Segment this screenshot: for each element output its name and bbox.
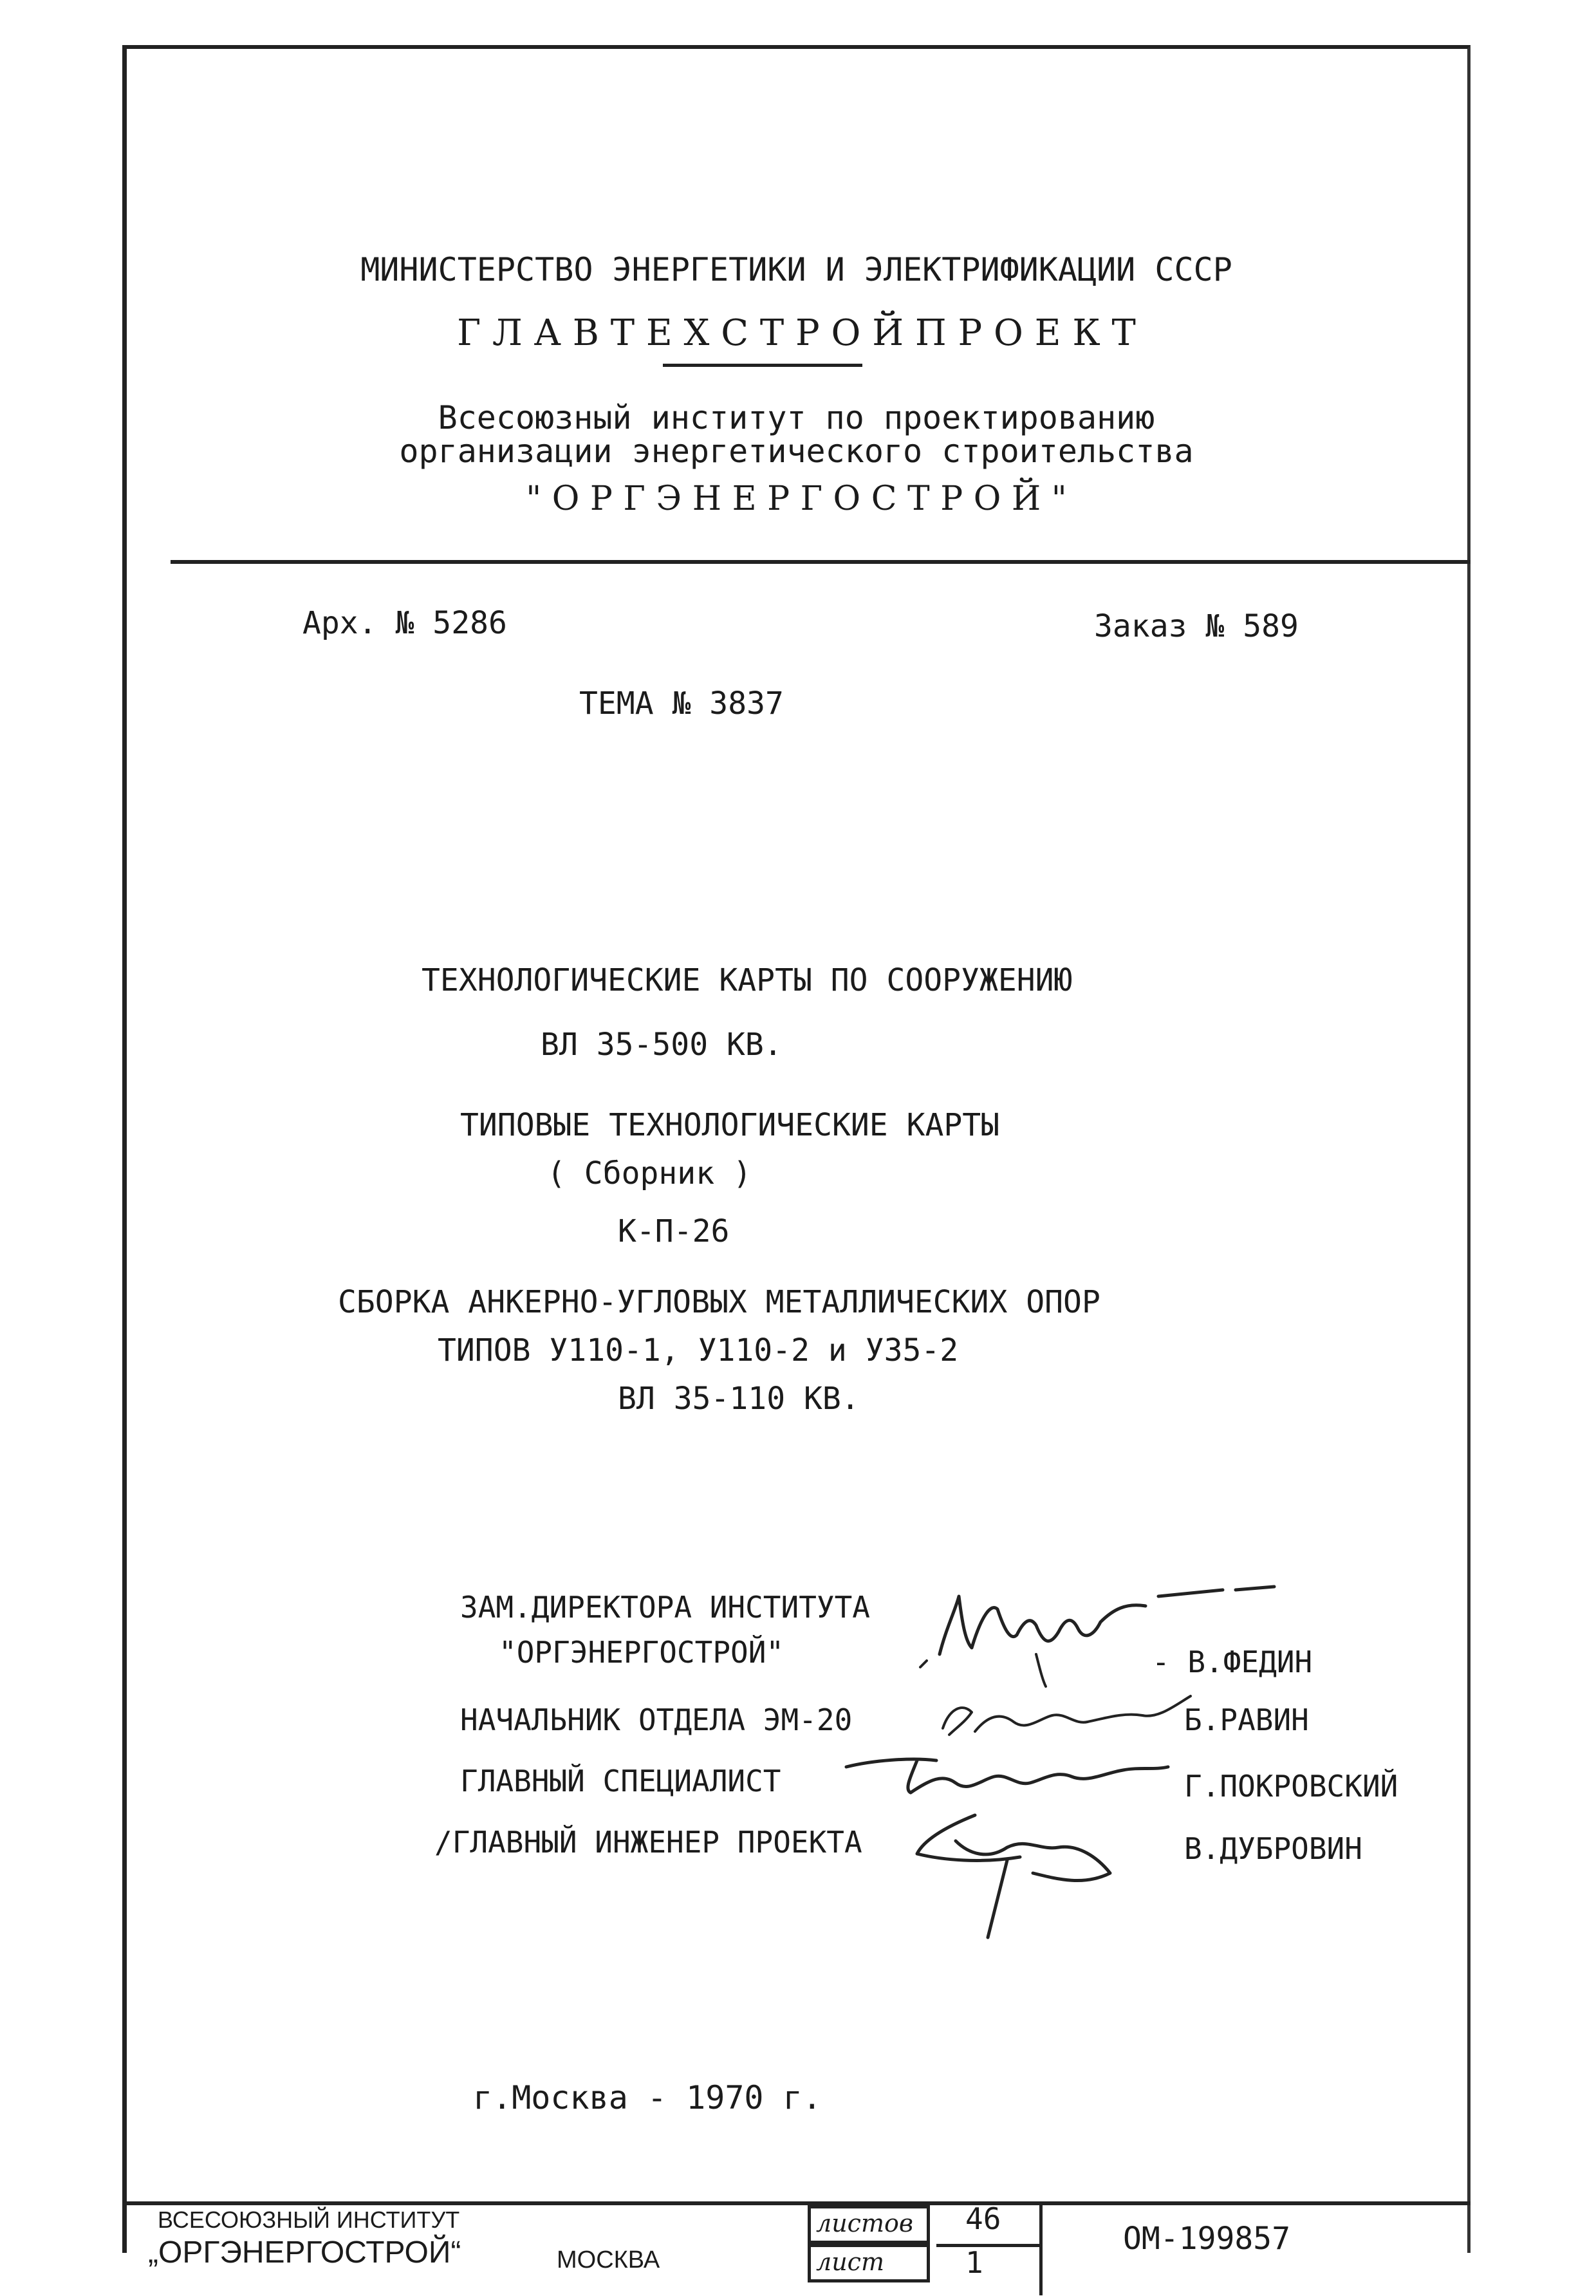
- signatory-2-role: НАЧАЛЬНИК ОТДЕЛА ЭМ-20: [460, 1703, 853, 1737]
- title-line-7: ТИПОВ У110-1, У110-2 и У35-2: [438, 1332, 959, 1368]
- signatory-4-role: /ГЛАВНЫЙ ИНЖЕНЕР ПРОЕКТА: [434, 1825, 862, 1860]
- title-line-4: ( Сборник ): [547, 1155, 752, 1191]
- stamp-top-line: [122, 2201, 1471, 2205]
- stamp-sheet-label: лист: [816, 2248, 884, 2276]
- header-separator: [171, 560, 1471, 564]
- institute-line-2: организации энергетического строительства: [399, 433, 1194, 470]
- stamp-sheets-label: листов: [816, 2209, 913, 2237]
- title-line-3: ТИПОВЫЕ ТЕХНОЛОГИЧЕСКИЕ КАРТЫ: [460, 1107, 1000, 1143]
- archive-number: Арх. № 5286: [302, 605, 507, 641]
- stamp-doc-number: ОМ-199857: [1123, 2221, 1291, 2257]
- place-date: г.Москва - 1970 г.: [473, 2079, 822, 2116]
- stamp-vertical-divider: [1039, 2205, 1043, 2295]
- signatory-3-role: ГЛАВНЫЙ СПЕЦИАЛИСТ: [460, 1764, 781, 1798]
- page-frame: [122, 45, 1471, 2253]
- signature-fedin: [901, 1571, 1351, 1699]
- title-line-6: СБОРКА АНКЕРНО-УГЛОВЫХ МЕТАЛЛИЧЕСКИХ ОПОР: [338, 1284, 1100, 1320]
- signatory-2-name: Б.РАВИН: [1184, 1703, 1309, 1737]
- title-line-8: ВЛ 35-110 КВ.: [618, 1381, 860, 1417]
- order-number: Заказ № 589: [1094, 608, 1299, 644]
- signature-dubrovin: [904, 1802, 1149, 1950]
- signatory-4-name: В.ДУБРОВИН: [1184, 1831, 1362, 1866]
- stamp-org-line-1: ВСЕСОЮЗНЫЙ ИНСТИТУТ: [158, 2207, 460, 2233]
- stamp-sheets-value: 46: [965, 2201, 1001, 2236]
- theme-number: ТЕМА № 3837: [579, 686, 784, 722]
- title-line-5: К-П-26: [618, 1213, 730, 1249]
- signatory-1-role-line-2: "ОРГЭНЕРГОСТРОЙ": [499, 1635, 784, 1670]
- stamp-sheet-divider: [936, 2244, 1039, 2247]
- signatory-1-name: - В.ФЕДИН: [1152, 1645, 1313, 1679]
- title-line-2: ВЛ 35-500 КВ.: [541, 1027, 783, 1063]
- ministry-line: МИНИСТЕРСТВО ЭНЕРГЕТИКИ И ЭЛЕКТРИФИКАЦИИ СССР: [360, 251, 1232, 288]
- signatory-3-name: Г.ПОКРОВСКИЙ: [1184, 1769, 1398, 1804]
- signatory-1-role-line-1: ЗАМ.ДИРЕКТОРА ИНСТИТУТА: [460, 1590, 870, 1625]
- institute-line-1: Всесоюзный институт по проектированию: [438, 399, 1155, 436]
- institute-name: " О Р Г Э Н Е Р Г О С Т Р О Й ": [526, 480, 1067, 518]
- stamp-sheet-value: 1: [965, 2245, 983, 2280]
- stamp-org-line-2: „ОРГЭНЕРГОСТРОЙ“: [148, 2235, 461, 2270]
- stamp-city: МОСКВА: [557, 2246, 660, 2273]
- title-line-1: ТЕХНОЛОГИЧЕСКИЕ КАРТЫ ПО СООРУЖЕНИЮ: [422, 962, 1073, 998]
- department-underline: [663, 364, 862, 367]
- department-line: Г Л А В Т Е Х С Т Р О Й П Р О Е К Т: [457, 312, 1136, 354]
